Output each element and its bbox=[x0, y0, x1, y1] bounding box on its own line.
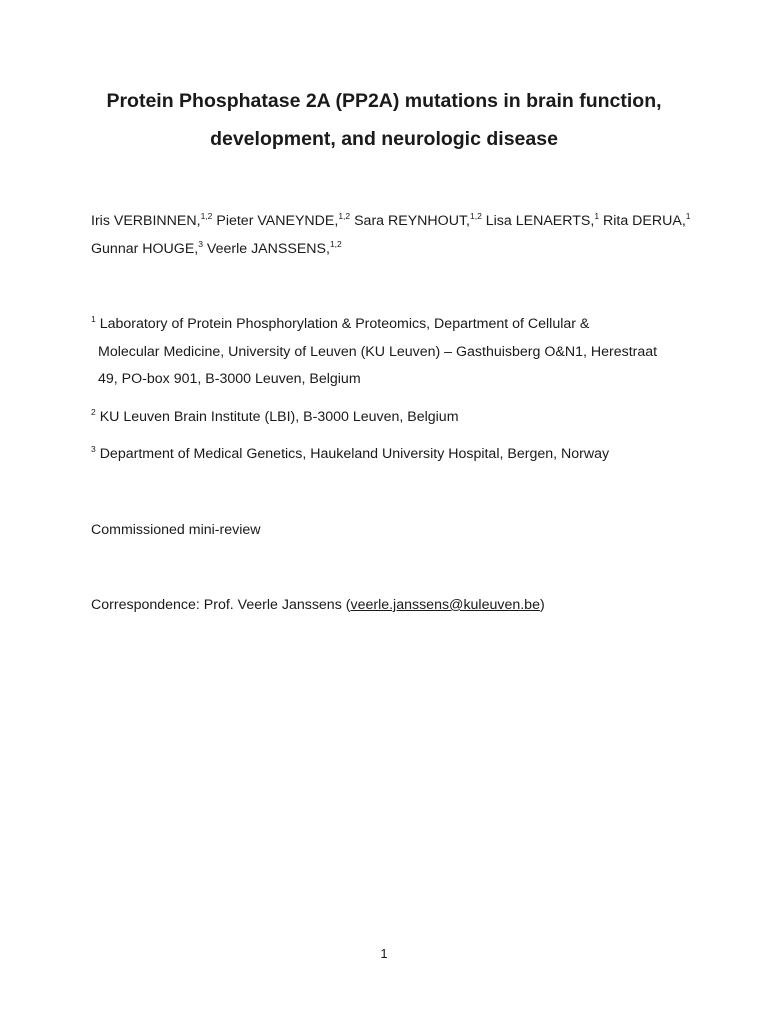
title-line-2: development, and neurologic disease bbox=[210, 128, 558, 150]
correspondence-label: Correspondence: Prof. Veerle Janssens ( bbox=[91, 597, 351, 613]
affiliation-line: 49, PO-box 901, B-3000 Leuven, Belgium bbox=[98, 371, 361, 387]
affiliation-line bbox=[91, 441, 691, 469]
title-line-1: Protein Phosphatase 2A (PP2A) mutations in brain function, bbox=[106, 90, 662, 112]
affiliation-number: 2 bbox=[91, 407, 96, 417]
correspondence bbox=[91, 591, 545, 619]
author-name: Pieter VANEYNDE, bbox=[216, 213, 339, 229]
author-affiliation-mark: 1,2 bbox=[200, 211, 213, 221]
author-list bbox=[91, 207, 691, 263]
affiliation-3 bbox=[91, 441, 691, 469]
author-affiliation-mark: 1 bbox=[685, 211, 691, 221]
author-name: Veerle JANSSENS, bbox=[206, 241, 330, 257]
affiliation-text: Laboratory of Protein Phosphorylation & Proteomics, Department of Cellular & bbox=[99, 316, 590, 332]
affiliation-text: Department of Medical Genetics, Haukeland University Hospital, Bergen, Norway bbox=[99, 446, 610, 462]
author-line-2 bbox=[91, 235, 691, 263]
author-affiliation-mark: 1 bbox=[594, 211, 600, 221]
affiliation-line bbox=[91, 404, 691, 432]
affiliation-text: KU Leuven Brain Institute (LBI), B-3000 Leuven, Belgium bbox=[99, 409, 459, 425]
author-affiliation-mark: 1,2 bbox=[329, 239, 342, 249]
author-name: Sara REYNHOUT, bbox=[354, 213, 470, 229]
affiliation-line: Molecular Medicine, University of Leuven (KU Leuven) – Gasthuisberg O&N1, Herestraat bbox=[98, 343, 658, 360]
email-link[interactable]: veerle.janssens@kuleuven.be bbox=[350, 597, 540, 613]
paper-title bbox=[60, 82, 708, 158]
author-name: Rita DERUA, bbox=[603, 213, 686, 229]
author-name: Iris VERBINNEN, bbox=[91, 213, 201, 229]
affiliation-number: 1 bbox=[91, 314, 96, 324]
author-name: Gunnar HOUGE, bbox=[91, 241, 199, 257]
author-name: Lisa LENAERTS, bbox=[485, 213, 595, 229]
page-number: 1 bbox=[380, 946, 388, 961]
article-type: Commissioned mini-review bbox=[91, 522, 261, 538]
correspondence-close: ) bbox=[539, 597, 545, 613]
affiliation-number: 3 bbox=[91, 444, 96, 454]
author-affiliation-mark: 1,2 bbox=[469, 211, 482, 221]
affiliation-line bbox=[91, 311, 691, 339]
author-line-1 bbox=[91, 207, 691, 235]
author-affiliation-mark: 1,2 bbox=[338, 211, 351, 221]
affiliation-2 bbox=[91, 404, 691, 432]
affiliation-1 bbox=[91, 311, 691, 394]
author-affiliation-mark: 3 bbox=[198, 239, 203, 249]
